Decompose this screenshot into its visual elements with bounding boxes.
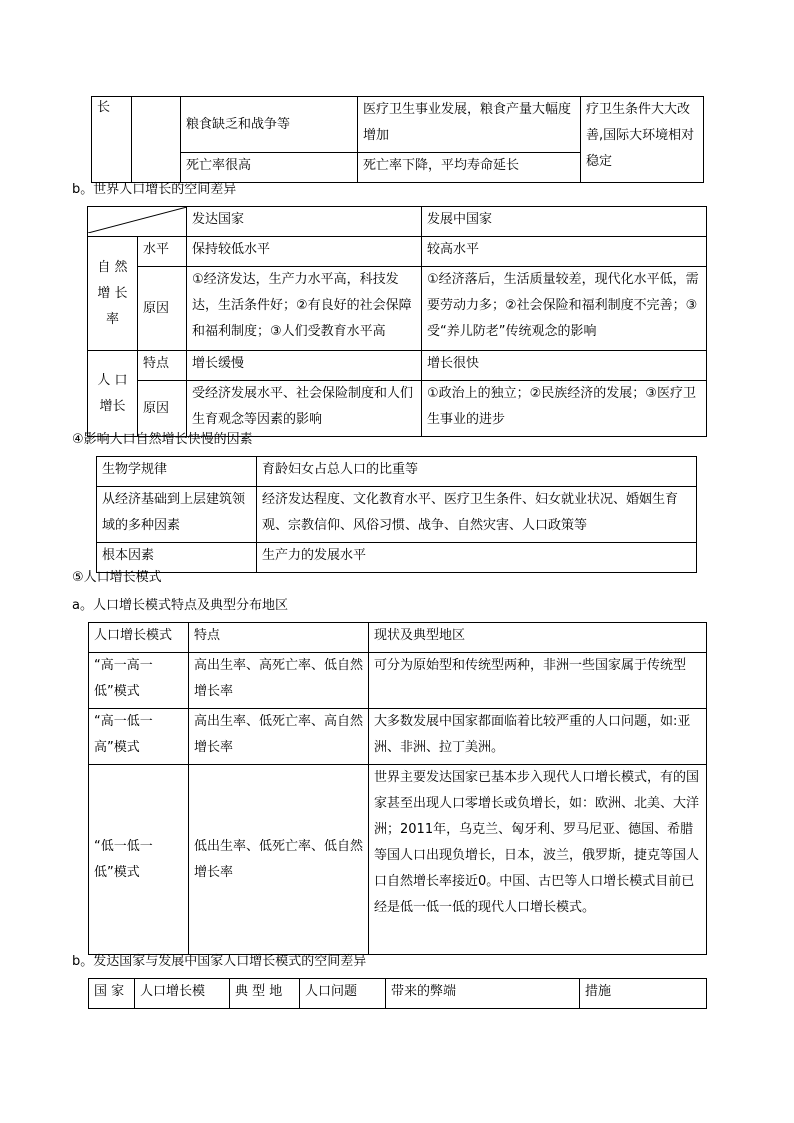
factor-label: 根本因素 xyxy=(97,543,257,573)
section-caption: ④影响人口自然增长快慢的因素 xyxy=(72,432,253,447)
model-feature: 高出生率、低死亡率、高自然增长率 xyxy=(189,709,369,765)
table-cell: ①经济发达，生产力水平高，科技发达，生活条件好；②有良好的社会保障和福利制度；③人们受教育水平高 xyxy=(187,267,422,351)
factor-value: 育龄妇女占总人口的比重等 xyxy=(257,457,697,487)
header-developing: 发展中国家 xyxy=(422,207,707,237)
table-cell xyxy=(132,97,181,183)
table-cell: 疗卫生条件大大改善,国际大环境相对稳定 xyxy=(581,97,704,183)
header-cell: 典 型 地 xyxy=(230,979,300,1009)
table-growth-models xyxy=(88,622,707,955)
section-caption: b。发达国家与发展中国家人口增长模式的空间差异 xyxy=(72,954,367,969)
table-cell: 较高水平 xyxy=(422,237,707,267)
table-cell: 医疗卫生事业发展，粮食产量大幅度增加 xyxy=(358,97,581,153)
row-group-natural-growth: 自 然 增 长 率 xyxy=(88,237,138,351)
table-cell: 死亡率下降，平均寿命延长 xyxy=(358,153,581,183)
section-caption: a。人口增长模式特点及典型分布地区 xyxy=(72,598,288,613)
table-death-rate-continuation xyxy=(91,96,704,183)
table-growth-factors xyxy=(96,456,697,573)
table-cell: 保持较低水平 xyxy=(187,237,422,267)
table-cell: 增长很快 xyxy=(422,351,707,381)
cell-text: 长 xyxy=(97,100,111,115)
model-description: 世界主要发达国家已基本步入现代人口增长模式，有的国家甚至出现人口零增长或负增长，如：欧洲、北美、大洋洲；2011年，乌克兰、匈牙利、罗马尼亚、德国、希腊等国人口出现负增长，日本，波兰，俄罗斯，捷克等国人口自然增长率接近0。中国、古巴等人口增长模式目前已经是低一低一低的现代人口增长模式。 xyxy=(369,765,707,955)
table-model-comparison xyxy=(88,978,707,1009)
header-cell: 带来的弊端 xyxy=(386,979,580,1009)
header-cell: 人口问题 xyxy=(300,979,386,1009)
header-cell: 特点 xyxy=(189,623,369,653)
row-label: 原因 xyxy=(138,267,187,351)
model-description: 大多数发展中国家都面临着比较严重的人口问题，如:亚洲、非洲、拉丁美洲。 xyxy=(369,709,707,765)
row-label: 水平 xyxy=(138,237,187,267)
factor-label: 生物学规律 xyxy=(97,457,257,487)
factor-value: 生产力的发展水平 xyxy=(257,543,697,573)
header-cell: 措施 xyxy=(580,979,707,1009)
header-cell: 人口增长模 xyxy=(135,979,230,1009)
diagonal-header-cell xyxy=(88,207,187,237)
model-name: “高一高一低”模式 xyxy=(89,653,189,709)
table-cell: 增长缓慢 xyxy=(187,351,422,381)
row-group-population-growth: 人 口 增长 xyxy=(88,351,138,437)
table-cell: 死亡率很高 xyxy=(181,153,358,183)
section-caption: ⑤人口增长模式 xyxy=(72,570,162,585)
header-cell: 人口增长模式 xyxy=(89,623,189,653)
factor-label: 从经济基础到上层建筑领域的多种因素 xyxy=(97,487,257,543)
section-caption: b。世界人口增长的空间差异 xyxy=(72,182,237,197)
header-cell: 国 家 xyxy=(89,979,135,1009)
table-cell: 粮食缺乏和战争等 xyxy=(181,97,358,153)
table-population-growth-difference xyxy=(87,206,707,437)
row-label: 原因 xyxy=(138,381,187,437)
model-feature: 高出生率、高死亡率、低自然增长率 xyxy=(189,653,369,709)
model-feature: 低出生率、低死亡率、低自然增长率 xyxy=(189,765,369,955)
table-cell: 受经济发展水平、社会保险制度和人们生育观念等因素的影响 xyxy=(187,381,422,437)
table-cell: ①经济落后，生活质量较差，现代化水平低，需要劳动力多；②社会保险和福利制度不完善；③受“养儿防老”传统观念的影响 xyxy=(422,267,707,351)
row-label: 特点 xyxy=(138,351,187,381)
model-description: 可分为原始型和传统型两种，非洲一些国家属于传统型 xyxy=(369,653,707,709)
factor-value: 经济发达程度、文化教育水平、医疗卫生条件、妇女就业状况、婚姻生育观、宗教信仰、风俗习惯、战争、自然灾害、人口政策等 xyxy=(257,487,697,543)
table-cell xyxy=(92,97,132,183)
header-cell: 现状及典型地区 xyxy=(369,623,707,653)
table-cell: ①政治上的独立；②民族经济的发展；③医疗卫生事业的进步 xyxy=(422,381,707,437)
header-developed: 发达国家 xyxy=(187,207,422,237)
model-name: “低一低一低”模式 xyxy=(89,765,189,955)
model-name: “高一低一高”模式 xyxy=(89,709,189,765)
diagonal-line xyxy=(88,207,187,233)
